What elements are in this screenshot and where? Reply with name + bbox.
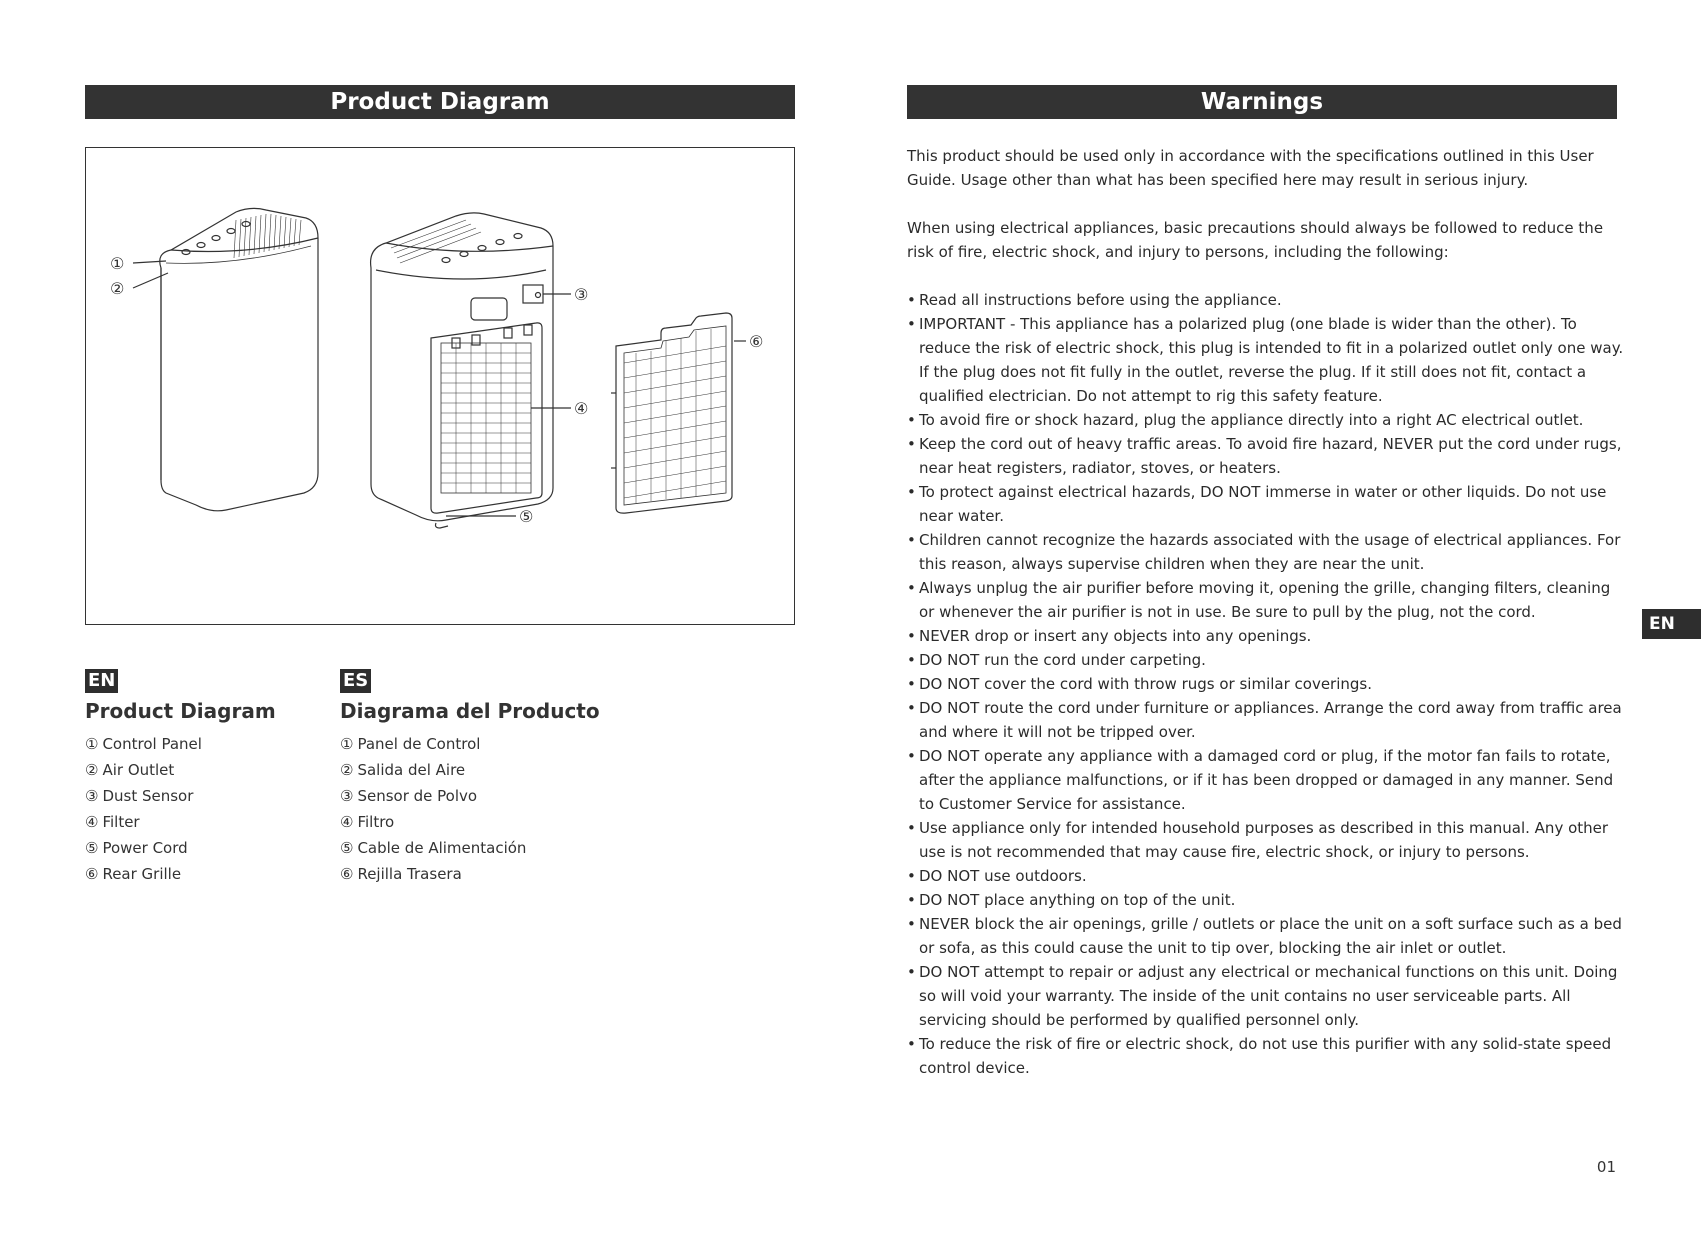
es-legend-title: Diagrama del Producto bbox=[340, 699, 600, 723]
en-legend-title: Product Diagram bbox=[85, 699, 276, 723]
list-item: ③ Sensor de Polvo bbox=[340, 787, 478, 805]
warning-item: • To reduce the risk of fire or electric shock, do not use this purifier with any solid-state speed control device. bbox=[907, 1032, 1627, 1080]
callout-4: ④ bbox=[574, 399, 589, 418]
warning-item: • Use appliance only for intended household purposes as described in this manual. Any other use is not recommended that may cause fire, electric shock, or injury to persons. bbox=[907, 816, 1627, 864]
language-side-tab: EN bbox=[1642, 609, 1701, 639]
list-item: ① Panel de Control bbox=[340, 735, 481, 753]
warning-item: • DO NOT cover the cord with throw rugs or similar coverings. bbox=[907, 672, 1627, 696]
warning-item: • Always unplug the air purifier before moving it, opening the grille, changing filters, cleaning or whenever the air purifier is not in use. Be sure to pull by the plug, not the cord. bbox=[907, 576, 1627, 624]
air-purifier-drawing bbox=[86, 148, 794, 624]
product-diagram-illustration bbox=[85, 147, 795, 625]
power-cord bbox=[436, 523, 449, 528]
filter-panel bbox=[431, 323, 542, 513]
handle-recess bbox=[471, 298, 507, 320]
warnings-intro-precautions: When using electrical appliances, basic precautions should always be followed to reduce the risk of fire, electric shock, and injury to persons, including the following: bbox=[907, 219, 1604, 261]
list-item: ① Control Panel bbox=[85, 735, 202, 753]
list-item: ④ Filtro bbox=[340, 813, 395, 831]
list-item: ⑤ Power Cord bbox=[85, 839, 188, 857]
list-item: ④ Filter bbox=[85, 813, 140, 831]
list-item: ② Air Outlet bbox=[85, 761, 175, 779]
warning-item: • NEVER block the air openings, grille / outlets or place the unit on a soft surface such as a bed or sofa, as this could cause the unit to tip over, blocking the air inlet or outlet. bbox=[907, 912, 1627, 960]
callout-1: ① bbox=[110, 254, 125, 273]
warning-item: • NEVER drop or insert any objects into any openings. bbox=[907, 624, 1627, 648]
unit-rear-outline bbox=[371, 213, 553, 521]
page-number: 01 bbox=[1596, 1158, 1616, 1176]
warning-item: • DO NOT attempt to repair or adjust any electrical or mechanical functions on this unit. Doing so will void your warranty. The inside of the unit contains no user serviceable parts. All servicing should be performed by qualified personnel only. bbox=[907, 960, 1627, 1032]
warning-item: • To avoid fire or shock hazard, plug the appliance directly into a right AC electrical outlet. bbox=[907, 408, 1627, 432]
warnings-banner: Warnings bbox=[907, 85, 1617, 119]
product-diagram-banner: Product Diagram bbox=[85, 85, 795, 119]
list-item: ⑥ Rear Grille bbox=[85, 865, 182, 883]
warning-item: • Keep the cord out of heavy traffic areas. To avoid fire hazard, NEVER put the cord under rugs, near heat registers, radiator, stoves, or heaters. bbox=[907, 432, 1627, 480]
warning-item: • DO NOT operate any appliance with a damaged cord or plug, if the motor fan fails to rotate, after the appliance malfunctions, or if it has been dropped or damaged in any manner. Send to Customer Service for assistance. bbox=[907, 744, 1627, 816]
warning-item: • DO NOT place anything on top of the unit. bbox=[907, 888, 1627, 912]
warning-item: • IMPORTANT - This appliance has a polarized plug (one blade is wider than the other). To reduce the risk of electric shock, this plug is intended to fit in a polarized outlet only one way. If the plug does not fit fully in the outlet, reverse the plug. If it still does not fit, contact a qualified electrician. Do not attempt to rig this safety feature. bbox=[907, 312, 1627, 408]
es-language-badge: ES bbox=[340, 669, 371, 693]
list-item: ③ Dust Sensor bbox=[85, 787, 194, 805]
es-legend-list bbox=[340, 731, 526, 887]
callout-2: ② bbox=[110, 279, 125, 298]
unit-rear-buttons bbox=[442, 234, 522, 263]
warning-item: • Children cannot recognize the hazards associated with the usage of electrical appliances. For this reason, always supervise children when they are near the unit. bbox=[907, 528, 1627, 576]
callout-6: ⑥ bbox=[749, 332, 764, 351]
warning-item: • To protect against electrical hazards, DO NOT immerse in water or other liquids. Do not use near water. bbox=[907, 480, 1627, 528]
list-item: ⑤ Cable de Alimentación bbox=[340, 839, 527, 857]
rear-grille bbox=[611, 313, 732, 513]
en-legend-list bbox=[85, 731, 202, 887]
warning-item: • DO NOT route the cord under furniture or appliances. Arrange the cord away from traffic area and where it will not be tripped over. bbox=[907, 696, 1627, 744]
unit-rear-vent bbox=[391, 220, 481, 263]
warning-item: • Read all instructions before using the appliance. bbox=[907, 288, 1627, 312]
warnings-intro-usage: This product should be used only in accordance with the specifications outlined in this User Guide. Usage other than what has been specified here may result in serious injury. bbox=[907, 147, 1594, 189]
list-item: ⑥ Rejilla Trasera bbox=[340, 865, 462, 883]
callout-3: ③ bbox=[574, 285, 589, 304]
warning-item: • DO NOT run the cord under carpeting. bbox=[907, 648, 1627, 672]
warning-item: • DO NOT use outdoors. bbox=[907, 864, 1627, 888]
callout-5: ⑤ bbox=[519, 507, 534, 526]
warnings-list bbox=[907, 288, 1627, 1080]
en-language-badge: EN bbox=[85, 669, 118, 693]
list-item: ② Salida del Aire bbox=[340, 761, 466, 779]
unit-front-vent bbox=[234, 214, 301, 258]
